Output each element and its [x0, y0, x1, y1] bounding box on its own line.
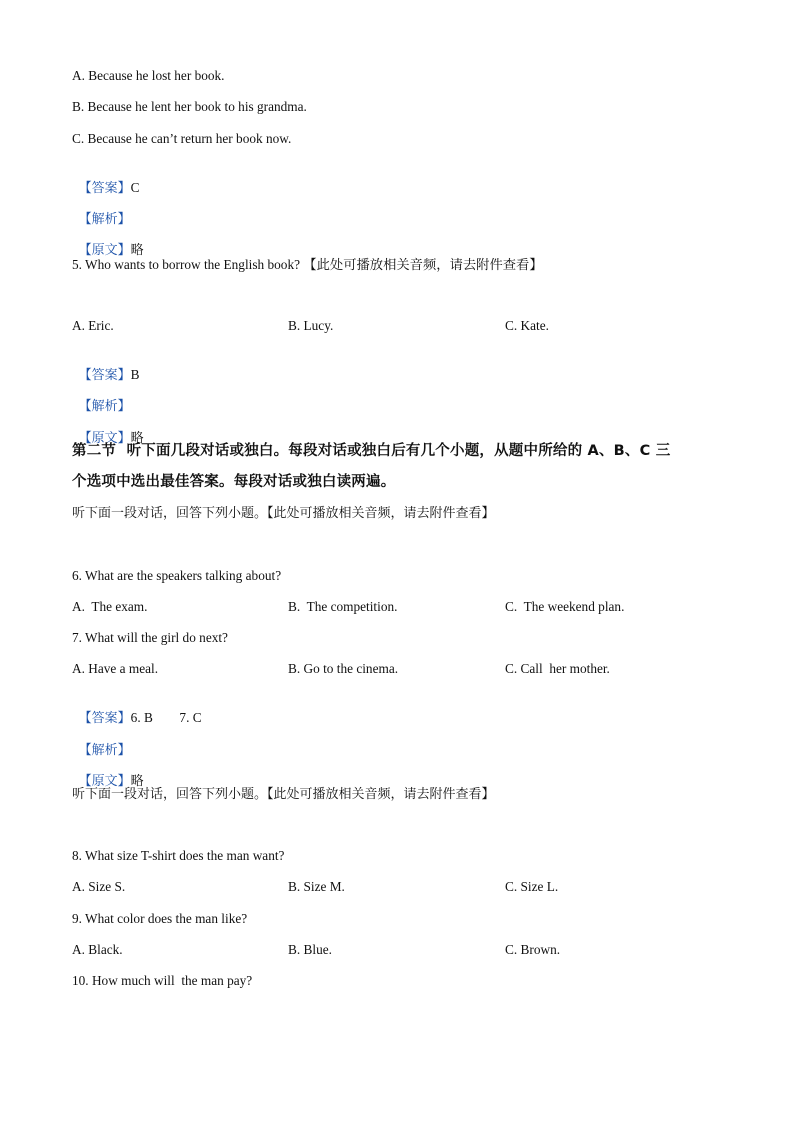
q4-option-a: A. Because he lost her book. [72, 68, 225, 83]
original-label: 【原文】 [78, 431, 131, 446]
q4-original [72, 223, 144, 260]
q5-option-b: B. Lucy. [288, 318, 334, 333]
answer-label: 【答案】 [78, 368, 131, 383]
q5-option-a: A. Eric. [72, 318, 114, 333]
q6-option-a: A. The exam. [72, 599, 148, 614]
q6-option-b: B. The competition. [288, 599, 398, 614]
q8-option-b: B. Size M. [288, 879, 345, 894]
q4-option-c: C. Because he can’t return her book now. [72, 131, 292, 146]
q7-option-c: C. Call her mother. [505, 661, 610, 676]
original-value: 略 [130, 774, 144, 789]
q10-question: 10. How much will the man pay? [72, 973, 253, 988]
analysis-label: 【解析】 [78, 399, 131, 414]
original-value: 略 [130, 243, 144, 258]
dialog1-intro: 听下面一段对话，回答下列小题。【此处可播放相关音频，请去附件查看】 [72, 506, 495, 521]
analysis-label: 【解析】 [78, 212, 131, 227]
section2-heading-line2: 个选项中选出最佳答案。每段对话或独白读两遍。 [72, 474, 396, 490]
section2-heading-line1: 第二节 听下面几段对话或独白。每段对话或独白后有几个小题，从题中所给的 A、B、C 三 [72, 443, 671, 459]
original-value: 略 [130, 431, 144, 446]
q8-question: 8. What size T-shirt does the man want? [72, 848, 285, 863]
q8-option-c: C. Size L. [505, 879, 559, 894]
answer-label: 【答案】 [78, 711, 131, 726]
q7-question: 7. What will the girl do next? [72, 630, 228, 645]
q9-option-a: A. Black. [72, 942, 123, 957]
answer-value: B [130, 367, 140, 382]
original-label: 【原文】 [78, 243, 131, 258]
q9-option-c: C. Brown. [505, 942, 561, 957]
q6-question: 6. What are the speakers talking about? [72, 568, 282, 583]
q9-question: 9. What color does the man like? [72, 911, 248, 926]
q8-option-a: A. Size S. [72, 879, 126, 894]
answer-label: 【答案】 [78, 181, 131, 196]
q4-option-b: B. Because he lent her book to his grandma. [72, 99, 307, 114]
q5-option-c: C. Kate. [505, 318, 549, 333]
analysis-label: 【解析】 [78, 743, 131, 758]
q9-option-b: B. Blue. [288, 942, 332, 957]
answer-value: 6. B 7. C [130, 710, 202, 725]
original-label: 【原文】 [78, 774, 131, 789]
dialog2-intro: 听下面一段对话，回答下列小题。【此处可播放相关音频，请去附件查看】 [72, 787, 495, 802]
q5-question: 5. Who wants to borrow the English book? 【此处可播放相关音频，请去附件查看】 [72, 257, 543, 272]
q7-option-a: A. Have a meal. [72, 661, 159, 676]
q6-option-c: C. The weekend plan. [505, 599, 625, 614]
answer-value: C [130, 180, 140, 195]
q7-option-b: B. Go to the cinema. [288, 661, 399, 676]
